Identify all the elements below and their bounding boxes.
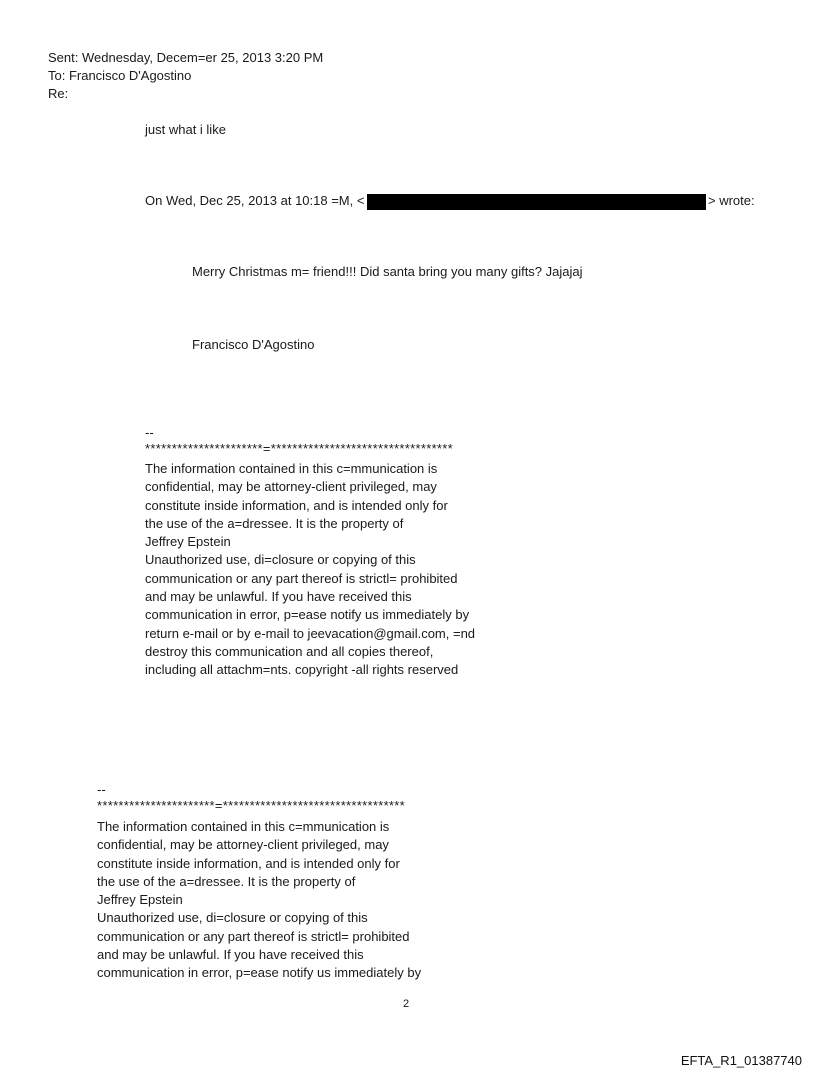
inner-disclaimer-stars: **********************=********************************** bbox=[145, 441, 453, 456]
redaction-bar bbox=[367, 194, 706, 210]
disclaimer-line: destroy this communication and all copies thereof, bbox=[145, 643, 434, 659]
disclaimer-line: communication in error, p=ease notify us immediately by bbox=[145, 607, 470, 623]
quoted-signature: Francisco D'Agostino bbox=[192, 337, 315, 352]
disclaimer-line: The information contained in this c=mmunication is bbox=[97, 819, 390, 834]
disclaimer-line: the use of the a=dressee. It is the property of bbox=[97, 873, 356, 889]
disclaimer-line: return e-mail or by e-mail to jeevacation@gmail.com, =nd bbox=[145, 625, 476, 641]
disclaimer-line: communication or any part thereof is strictl= prohibited bbox=[145, 570, 458, 586]
outer-disclaimer-text bbox=[97, 818, 421, 983]
disclaimer-line: Jeffrey Epstein bbox=[97, 892, 183, 908]
disclaimer-line: and may be unlawful. If you have received this bbox=[145, 589, 412, 605]
disclaimer-line: and may be unlawful. If you have received this bbox=[97, 947, 364, 963]
disclaimer-line: Jeffrey Epstein bbox=[145, 534, 231, 550]
inner-disclaimer-text bbox=[145, 460, 475, 680]
disclaimer-line: constitute inside information, and is intended only for bbox=[145, 497, 448, 513]
disclaimer-line: communication or any part thereof is strictl= prohibited bbox=[97, 928, 410, 944]
outer-disclaimer-dashes: -- bbox=[97, 782, 106, 797]
disclaimer-line: confidential, may be attorney-client privileged, may bbox=[145, 479, 437, 495]
sent-line: Sent: Wednesday, Decem=er 25, 2013 3:20 PM bbox=[48, 50, 324, 65]
outer-disclaimer-stars: **********************=********************************** bbox=[97, 798, 405, 813]
document-id: EFTA_R1_01387740 bbox=[680, 1053, 802, 1068]
disclaimer-line: confidential, may be attorney-client privileged, may bbox=[97, 837, 389, 853]
disclaimer-line: including all attachm=nts. copyright -all rights reserved bbox=[145, 662, 459, 678]
re-line: Re: bbox=[48, 86, 69, 101]
quote-intro-suffix: > wrote: bbox=[708, 193, 755, 208]
disclaimer-line: Unauthorized use, di=closure or copying of this bbox=[145, 552, 416, 568]
disclaimer-line: communication in error, p=ease notify us immediately by bbox=[97, 965, 422, 981]
to-line: To: Francisco D'Agostino bbox=[48, 68, 192, 83]
inner-disclaimer-dashes: -- bbox=[145, 425, 154, 440]
reply-body: just what i like bbox=[145, 122, 226, 137]
quoted-greeting: Merry Christmas m= friend!!! Did santa bring you many gifts? Jajajaj bbox=[192, 264, 583, 279]
page-number: 2 bbox=[403, 998, 410, 1010]
disclaimer-line: The information contained in this c=mmunication is bbox=[145, 461, 438, 476]
disclaimer-line: constitute inside information, and is intended only for bbox=[97, 855, 400, 871]
quote-intro-prefix: On Wed, Dec 25, 2013 at 10:18 =M, < bbox=[145, 193, 365, 208]
disclaimer-line: the use of the a=dressee. It is the property of bbox=[145, 515, 404, 531]
disclaimer-line: Unauthorized use, di=closure or copying of this bbox=[97, 910, 368, 926]
